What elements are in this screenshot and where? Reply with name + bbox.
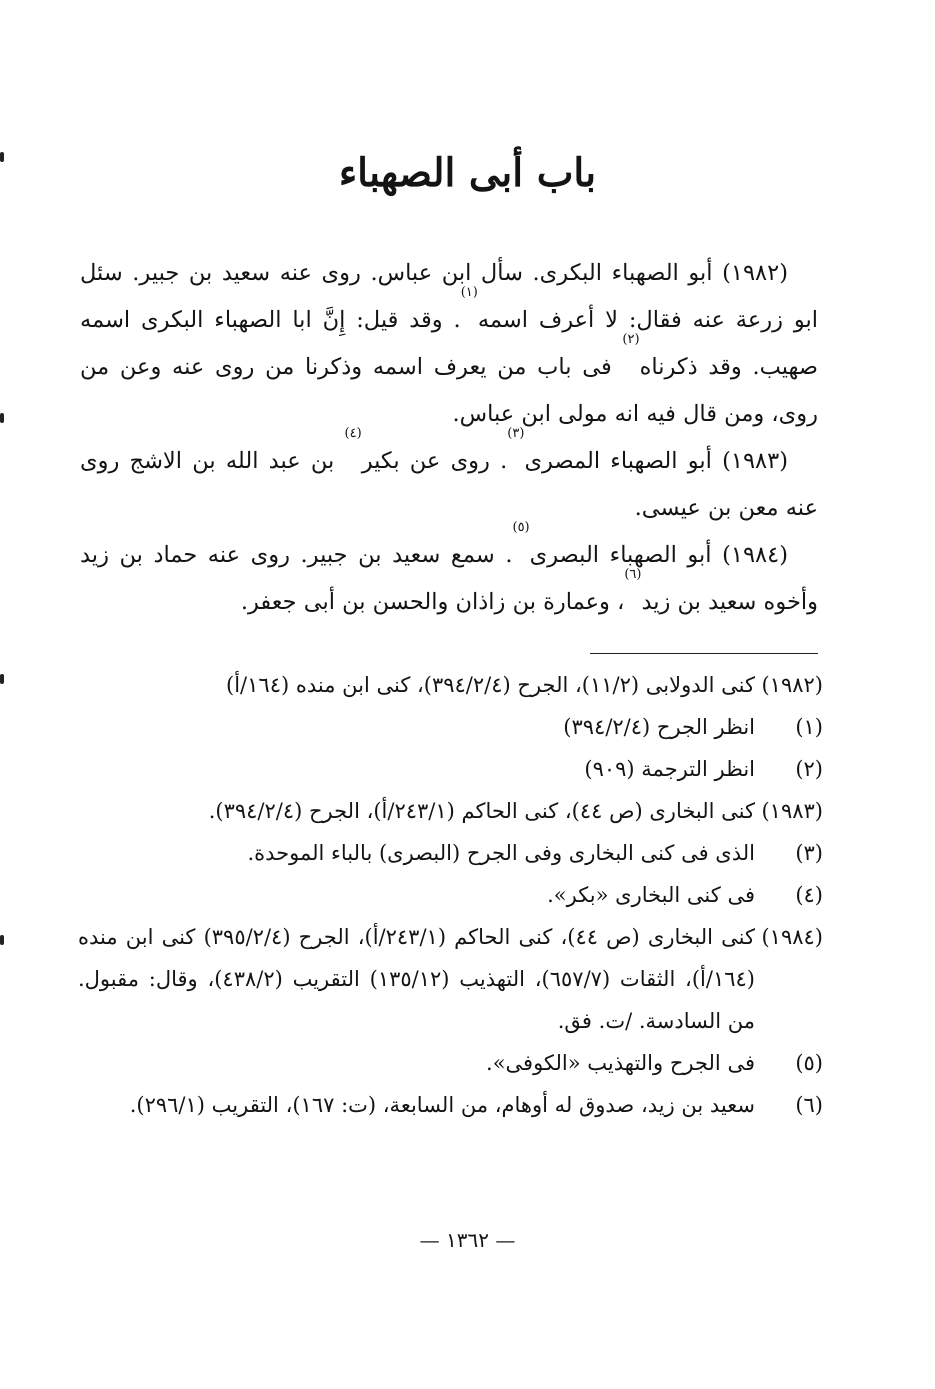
- footnote-item: [78, 874, 823, 916]
- footnote-item: [78, 664, 823, 706]
- footnote-text: فى الجرح والتهذيب «الكوفى».: [486, 1051, 755, 1075]
- footnote-text: انظر الترجمة (٩٠٩): [584, 757, 755, 781]
- footnote-item: [78, 790, 823, 832]
- footnote-number: (٥): [795, 1051, 823, 1075]
- footnote-text: انظر الجرح (٣٩٤/٢/٤): [563, 715, 755, 739]
- footnote-item: [78, 748, 823, 790]
- footnote-text: كنى البخارى (ص ٤٤)، كنى الحاكم (٢٤٣/١/أ)، الجرح (٣٩٥/٢/٤) كنى ابن منده (١٦٤/أ)، الثقات (٦٥٧/٧)، التهذيب (١٣٥/١٢) التقريب (٤٣٨/٢)، وقال: مقبول. من السادسة. /ت. فق.: [78, 925, 755, 1033]
- footnote-text: سعيد بن زيد، صدوق له أوهام، من السابعة، (ت: ١٦٧)، التقريب (٢٩٦/١).: [129, 1093, 755, 1117]
- footnote-ref: (٦): [624, 567, 642, 582]
- main-text: [80, 250, 818, 626]
- page-title: باب أبى الصهباء: [338, 150, 597, 196]
- scan-edge-mark: [0, 413, 4, 423]
- footnote-number: (٢): [795, 757, 823, 781]
- footnote-number: (١): [795, 715, 823, 739]
- page-number: — ١٣٦٢ —: [419, 1228, 516, 1252]
- paragraph-1982: (١٩٨٢) أبو الصهباء البكرى. سأل ابن عباس. روى عنه سعيد بن جبير. سئل ابو زرعة عنه فقال: لا أعرف اسمه$^{(١)}$. وقد قيل: إِنَّ ابا الصهباء البكرى اسمه صهيب. وقد ذكرناه$^{(٢)}$ فى باب من يعرف اسمه وذكرنا من روى عنه وعن من روى، ومن قال فيه انه مولى ابن عباس.: [80, 260, 818, 427]
- footnote-ref: (٣): [507, 426, 525, 441]
- footnote-separator: [590, 653, 818, 654]
- footnote-text: كنى البخارى (ص ٤٤)، كنى الحاكم (٢٤٣/١/أ)، الجرح (٣٩٤/٢/٤).: [208, 799, 755, 823]
- scan-edge-mark: [0, 935, 4, 945]
- paragraph-1984: (١٩٨٤) أبو الصهباء البصرى$^{(٥)}$. سمع سعيد بن جبير. روى عنه حماد بن زيد وأخوه سعيد بن زيد$^{(٦)}$، وعمارة بن زاذان والحسن بن أبى جعفر.: [80, 520, 818, 615]
- footnote-item: [78, 832, 823, 874]
- footnotes: [78, 664, 823, 1126]
- footnote-text: كنى الدولابى (١١/٢)، الجرح (٣٩٤/٢/٤)، كنى ابن منده (١٦٤/أ): [226, 673, 755, 697]
- footnote-item: [78, 1042, 823, 1084]
- footnote-number: (١٩٨٤): [761, 925, 823, 949]
- footnote-ref: (٢): [622, 332, 640, 347]
- footnote-text: فى كنى البخارى «بكر».: [547, 883, 755, 907]
- scan-edge-mark: [0, 152, 4, 162]
- footnote-item: [78, 916, 823, 1042]
- footnote-number: (٣): [795, 841, 823, 865]
- footnote-number: (٤): [795, 883, 823, 907]
- footnote-ref: (٤): [344, 426, 362, 441]
- scan-edge-mark: [0, 674, 4, 684]
- footnote-ref: (١): [460, 285, 478, 300]
- footnote-ref: (٥): [512, 520, 530, 535]
- footnote-number: (١٩٨٣): [761, 799, 823, 823]
- footnote-number: (١٩٨٢): [761, 673, 823, 697]
- footnote-number: (٦): [795, 1093, 823, 1117]
- footnote-item: [78, 706, 823, 748]
- paragraph-1983: (١٩٨٣) أبو الصهباء المصرى$^{(٣)}$. روى عن بكير$^{(٤)}$ بن عبد الله بن الاشج روى عنه معن بن عيسى.: [80, 426, 818, 521]
- footnote-text: الذى فى كنى البخارى وفى الجرح (البصرى) بالباء الموحدة.: [247, 841, 755, 865]
- footnote-item: [78, 1084, 823, 1126]
